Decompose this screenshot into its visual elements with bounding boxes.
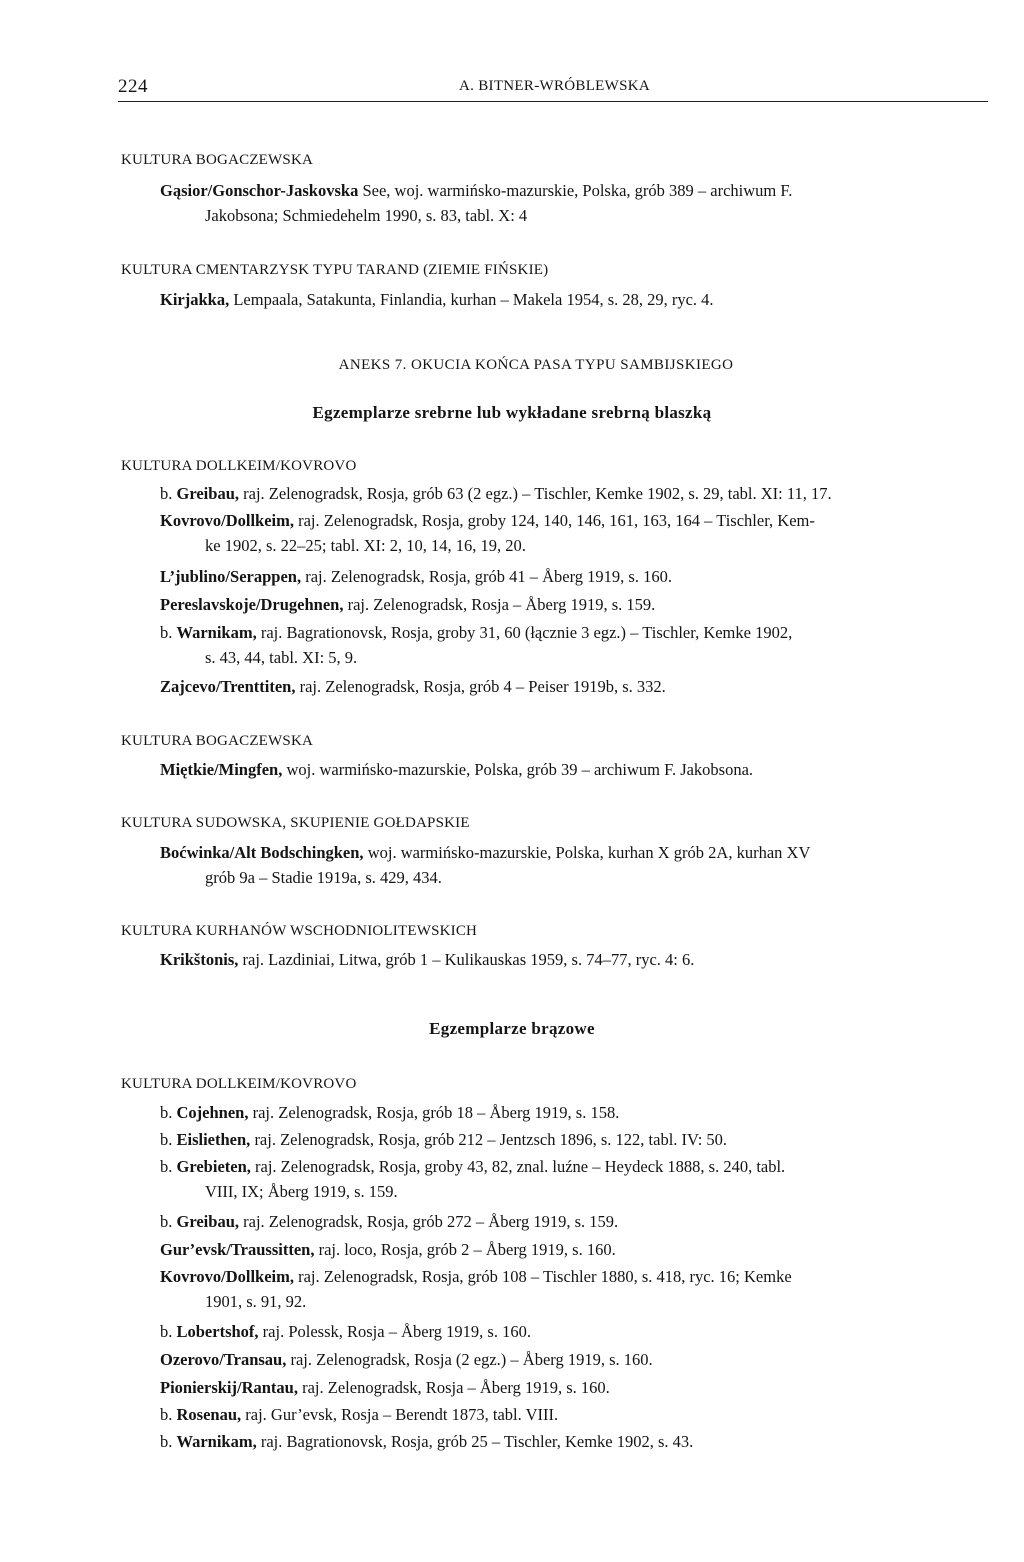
entry-prefix: b. bbox=[160, 1130, 177, 1149]
section-heading: KULTURA CMENTARZYSK TYPU TARAND (ZIEMIE FIŃSKIE) bbox=[121, 262, 549, 278]
entry-name: Kovrovo/Dollkeim, bbox=[160, 1267, 294, 1286]
entry-prefix: b. bbox=[160, 623, 177, 642]
entry-details: Lempaala, Satakunta, Finlandia, kurhan – Makela 1954, s. 28, 29, ryc. 4. bbox=[229, 290, 714, 309]
entry-name: Ozerovo/Transau, bbox=[160, 1350, 287, 1369]
entry-name: Miętkie/Mingfen, bbox=[160, 760, 283, 779]
entry-prefix: b. bbox=[160, 1103, 177, 1122]
catalog-entry bbox=[160, 481, 990, 506]
catalog-entry bbox=[160, 1375, 990, 1400]
entry-prefix: b. bbox=[160, 1322, 177, 1341]
entry-details: raj. Zelenogradsk, Rosja, grób 108 – Tischler 1880, s. 418, ryc. 16; Kemke bbox=[293, 1267, 792, 1286]
entry-details: raj. Zelenogradsk, Rosja (2 egz.) – Åberg 1919, s. 160. bbox=[286, 1350, 653, 1369]
entry-name: Boćwinka/Alt Bodschingken, bbox=[160, 843, 364, 862]
entry-details: raj. Zelenogradsk, Rosja, grób 272 – Åberg 1919, s. 159. bbox=[239, 1212, 619, 1231]
entry-name: Cojehnen, bbox=[176, 1103, 249, 1122]
entry-name: Warnikam, bbox=[176, 1432, 257, 1451]
catalog-entry bbox=[160, 1237, 990, 1262]
entry-details: raj. Zelenogradsk, Rosja – Åberg 1919, s. 160. bbox=[297, 1378, 610, 1397]
entry-details: raj. Lazdiniai, Litwa, grób 1 – Kulikauskas 1959, s. 74–77, ryc. 4: 6. bbox=[238, 950, 695, 969]
running-header bbox=[118, 76, 988, 102]
entry-name: Kovrovo/Dollkeim, bbox=[160, 511, 294, 530]
entry-details: woj. warmińsko-mazurskie, Polska, grób 39 – archiwum F. Jakobsona. bbox=[282, 760, 754, 779]
catalog-entry bbox=[160, 1154, 990, 1204]
entry-name: Warnikam, bbox=[176, 623, 257, 642]
entry-name: Greibau, bbox=[176, 1212, 239, 1231]
catalog-entry bbox=[160, 1209, 990, 1234]
catalog-entry bbox=[160, 1127, 990, 1152]
header-rule bbox=[118, 101, 988, 102]
catalog-entry bbox=[160, 620, 990, 670]
catalog-entry bbox=[160, 1264, 990, 1314]
section-heading: KULTURA DOLLKEIM/KOVROVO bbox=[121, 458, 357, 474]
catalog-entry bbox=[160, 1319, 990, 1344]
entry-continuation: s. 43, 44, tabl. XI: 5, 9. bbox=[205, 648, 358, 667]
catalog-entry bbox=[160, 1429, 990, 1454]
entry-prefix: b. bbox=[160, 1157, 177, 1176]
running-title: A. BITNER-WRÓBLEWSKA bbox=[459, 78, 650, 94]
entry-prefix: b. bbox=[160, 484, 177, 503]
entry-details: raj. Bagrationovsk, Rosja, grób 25 – Tischler, Kemke 1902, s. 43. bbox=[256, 1432, 694, 1451]
catalog-entry bbox=[160, 1100, 990, 1125]
catalog-entry bbox=[160, 1347, 990, 1372]
subsection-title: Egzemplarze brązowe bbox=[429, 1019, 595, 1038]
catalog-entry bbox=[160, 178, 990, 228]
entry-name: Grebieten, bbox=[176, 1157, 251, 1176]
entry-continuation: grób 9a – Stadie 1919a, s. 429, 434. bbox=[205, 868, 442, 887]
section-heading: KULTURA BOGACZEWSKA bbox=[121, 733, 314, 749]
section-heading: KULTURA BOGACZEWSKA bbox=[121, 152, 314, 168]
entry-name: Greibau, bbox=[176, 484, 239, 503]
catalog-entry bbox=[160, 1402, 990, 1427]
catalog-entry bbox=[160, 564, 990, 589]
page-number: 224 bbox=[118, 76, 148, 97]
entry-details: raj. Zelenogradsk, Rosja, groby 43, 82, znal. luźne – Heydeck 1888, s. 240, tabl. bbox=[250, 1157, 786, 1176]
entry-details: woj. warmińsko-mazurskie, Polska, kurhan X grób 2A, kurhan XV bbox=[363, 843, 811, 862]
catalog-entry bbox=[160, 757, 990, 782]
entry-name: Kirjakka, bbox=[160, 290, 230, 309]
entry-name: Pionierskij/Rantau, bbox=[160, 1378, 298, 1397]
entry-details: raj. loco, Rosja, grób 2 – Åberg 1919, s. 160. bbox=[314, 1240, 616, 1259]
entry-details: raj. Polessk, Rosja – Åberg 1919, s. 160. bbox=[258, 1322, 531, 1341]
entry-continuation: Jakobsona; Schmiedehelm 1990, s. 83, tabl. X: 4 bbox=[205, 206, 528, 225]
entry-name: Lobertshof, bbox=[176, 1322, 259, 1341]
catalog-entry bbox=[160, 840, 990, 890]
entry-name: Krikštonis, bbox=[160, 950, 239, 969]
entry-name: Eisliethen, bbox=[176, 1130, 251, 1149]
entry-continuation: 1901, s. 91, 92. bbox=[205, 1292, 307, 1311]
subsection-title: Egzemplarze srebrne lub wykładane srebrną blaszką bbox=[312, 403, 712, 422]
entry-details: raj. Zelenogradsk, Rosja, grób 212 – Jentzsch 1896, s. 122, tabl. IV: 50. bbox=[250, 1130, 728, 1149]
entry-prefix: b. bbox=[160, 1405, 177, 1424]
entry-continuation: VIII, IX; Åberg 1919, s. 159. bbox=[205, 1182, 398, 1201]
entry-name: Gur’evsk/Traussitten, bbox=[160, 1240, 315, 1259]
entry-name: Gąsior/Gonschor-Jaskovska bbox=[160, 181, 359, 200]
entry-name: L’jublino/Serappen, bbox=[160, 567, 302, 586]
catalog-entry bbox=[160, 287, 990, 312]
entry-details: raj. Zelenogradsk, Rosja, grób 63 (2 egz.) – Tischler, Kemke 1902, s. 29, tabl. XI: 11, 17. bbox=[239, 484, 832, 503]
entry-name: Rosenau, bbox=[176, 1405, 242, 1424]
entry-details: raj. Zelenogradsk, Rosja, grób 4 – Peiser 1919b, s. 332. bbox=[295, 677, 666, 696]
entry-details: raj. Zelenogradsk, Rosja – Åberg 1919, s. 159. bbox=[343, 595, 656, 614]
catalog-entry bbox=[160, 674, 990, 699]
section-heading: KULTURA SUDOWSKA, SKUPIENIE GOŁDAPSKIE bbox=[121, 815, 470, 831]
entry-details: raj. Bagrationovsk, Rosja, groby 31, 60 (łącznie 3 egz.) – Tischler, Kemke 1902, bbox=[256, 623, 793, 642]
entry-continuation: ke 1902, s. 22–25; tabl. XI: 2, 10, 14, 16, 19, 20. bbox=[205, 536, 526, 555]
catalog-entry bbox=[160, 508, 990, 558]
entry-details: raj. Zelenogradsk, Rosja, grób 41 – Åberg 1919, s. 160. bbox=[301, 567, 672, 586]
entry-details: See, woj. warmińsko-mazurskie, Polska, grób 389 – archiwum F. bbox=[358, 181, 793, 200]
catalog-entry bbox=[160, 947, 990, 972]
catalog-entry bbox=[160, 592, 990, 617]
section-heading: KULTURA KURHANÓW WSCHODNIOLITEWSKICH bbox=[121, 923, 478, 939]
entry-details: raj. Zelenogradsk, Rosja, grób 18 – Åberg 1919, s. 158. bbox=[248, 1103, 620, 1122]
entry-details: raj. Zelenogradsk, Rosja, groby 124, 140, 146, 161, 163, 164 – Tischler, Kem- bbox=[293, 511, 815, 530]
entry-prefix: b. bbox=[160, 1432, 177, 1451]
entry-name: Pereslavskoje/Drugehnen, bbox=[160, 595, 344, 614]
entry-prefix: b. bbox=[160, 1212, 177, 1231]
entry-details: raj. Gur’evsk, Rosja – Berendt 1873, tabl. VIII. bbox=[241, 1405, 559, 1424]
section-heading: KULTURA DOLLKEIM/KOVROVO bbox=[121, 1076, 357, 1092]
annex-title: ANEKS 7. OKUCIA KOŃCA PASA TYPU SAMBIJSKIEGO bbox=[338, 357, 734, 373]
entry-name: Zajcevo/Trenttiten, bbox=[160, 677, 296, 696]
